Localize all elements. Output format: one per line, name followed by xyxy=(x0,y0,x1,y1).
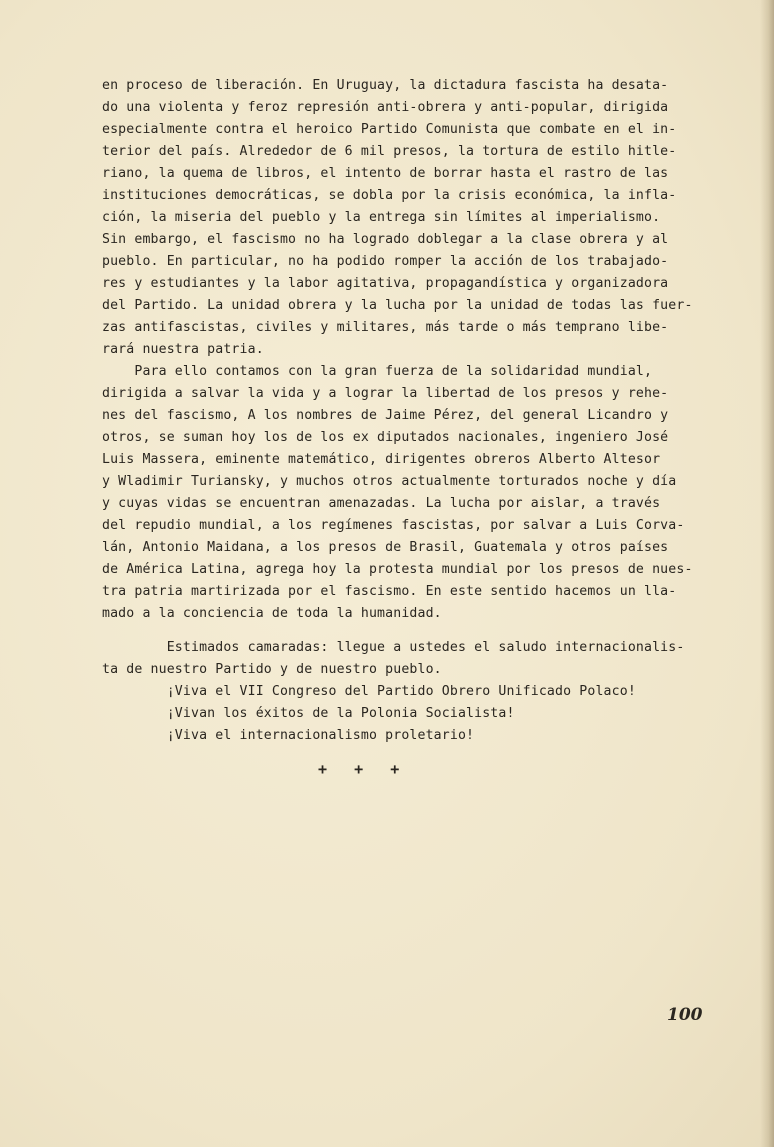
text-line: especialmente contra el heroico Partido Comunista que combate en el in- xyxy=(102,122,677,137)
paragraph-3 xyxy=(102,637,742,747)
text-line: ¡Viva el VII Congreso del Partido Obrero Unificado Polaco! xyxy=(102,684,636,699)
text-line: y cuyas vidas se encuentran amenazadas. La lucha por aislar, a través xyxy=(102,496,661,511)
text-line: Sin embargo, el fascismo no ha logrado doblegar a la clase obrera y al xyxy=(102,232,669,247)
text-line: riano, la quema de libros, el intento de borrar hasta el rastro de las xyxy=(102,166,669,181)
text-line: dirigida a salvar la vida y a lograr la libertad de los presos y rehe- xyxy=(102,386,669,401)
text-line: terior del país. Alrededor de 6 mil presos, la tortura de estilo hitle- xyxy=(102,144,677,159)
text-line: lán, Antonio Maidana, a los presos de Brasil, Guatemala y otros países xyxy=(102,540,669,555)
text-line: tra patria martirizada por el fascismo. En este sentido hacemos un lla- xyxy=(102,584,677,599)
text-line: del Partido. La unidad obrera y la lucha por la unidad de todas las fuer- xyxy=(102,298,693,313)
text-line: instituciones democráticas, se dobla por la crisis económica, la infla- xyxy=(102,188,677,203)
text-line: y Wladimir Turiansky, y muchos otros actualmente torturados noche y día xyxy=(102,474,677,489)
text-line: rará nuestra patria. xyxy=(102,342,264,357)
text-line: del repudio mundial, a los regímenes fascistas, por salvar a Luis Corva- xyxy=(102,518,685,533)
text-line: zas antifascistas, civiles y militares, más tarde o más temprano libe- xyxy=(102,320,669,335)
text-line: Estimados camaradas: llegue a ustedes el saludo internacionalis- xyxy=(102,640,685,655)
paragraph-2 xyxy=(102,361,742,625)
text-line: ¡Viva el internacionalismo proletario! xyxy=(102,728,475,743)
text-line: ¡Vivan los éxitos de la Polonia Socialista! xyxy=(102,706,515,721)
text-line: en proceso de liberación. En Uruguay, la dictadura fascista ha desata- xyxy=(102,78,669,93)
page-number: 100 xyxy=(667,1005,703,1025)
text-line: nes del fascismo, A los nombres de Jaime Pérez, del general Licandro y xyxy=(102,408,669,423)
paragraph-gap xyxy=(102,625,742,637)
text-line: Luis Massera, eminente matemático, dirigentes obreros Alberto Altesor xyxy=(102,452,661,467)
section-separator: + + + xyxy=(318,760,400,778)
body-text xyxy=(102,75,742,747)
text-line: res y estudiantes y la labor agitativa, propagandística y organizadora xyxy=(102,276,669,291)
paragraph-1 xyxy=(102,75,742,361)
text-line: mado a la conciencia de toda la humanidad. xyxy=(102,606,442,621)
text-line: ción, la miseria del pueblo y la entrega sin límites al imperialismo. xyxy=(102,210,661,225)
page-edge-shadow xyxy=(760,0,774,1147)
text-line: otros, se suman hoy los de los ex diputados nacionales, ingeniero José xyxy=(102,430,669,445)
text-line: de América Latina, agrega hoy la protesta mundial por los presos de nues- xyxy=(102,562,693,577)
text-line: Para ello contamos con la gran fuerza de la solidaridad mundial, xyxy=(102,364,653,379)
text-line: ta de nuestro Partido y de nuestro pueblo. xyxy=(102,662,442,677)
text-line: do una violenta y feroz represión anti-obrera y anti-popular, dirigida xyxy=(102,100,669,115)
text-line: pueblo. En particular, no ha podido romper la acción de los trabajado- xyxy=(102,254,669,269)
